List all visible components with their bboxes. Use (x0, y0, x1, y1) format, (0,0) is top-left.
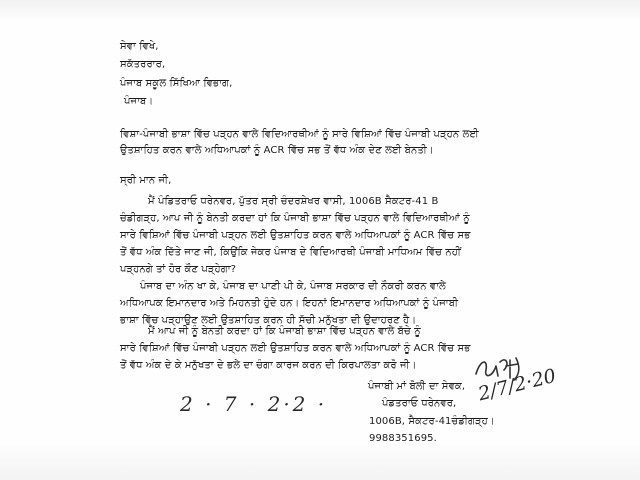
subject-line-1: ਵਿਸ਼ਾ-ਪੰਜਾਬੀ ਭਾਸ਼ਾ ਵਿੱਚ ਪੜ੍ਹਨ ਵਾਲੇ ਵਿਦਿਆਰਥੀਆਂ ਨੂੰ ਸਾਰੇ ਵਿਸ਼ਿਆਂ ਵਿੱਚ ਪੰਜਾਬੀ ਪੜ੍ਹਨ ਲਈ (120, 129, 479, 140)
paragraph3-line: ਤੋਂ ਵੱਧ ਅੰਕ ਦੇ ਕੇ ਮਨੁੱਖਤਾ ਦੇ ਭਲੇ ਦਾ ਚੰਗਾ ਕਾਰਜ ਕਰਨ ਦੀ ਕਿਰਪਾਲਤਾ ਕਰੋ ਜੀ। (120, 360, 417, 371)
sender-line-1: ਪੰਜਾਬੀ ਮਾਂ ਬੋਲੀ ਦਾ ਸੇਵਕ, (368, 381, 466, 392)
greeting: ਸ੍ਰੀ ਮਾਨ ਜੀ, (120, 175, 172, 186)
handwritten-date: 2 · 7 · 2·2 · (180, 392, 328, 416)
address-salutation: ਸੇਵਾ ਵਿਖੇ, (120, 41, 159, 52)
paragraph1-line: ਪੜ੍ਹਨਗੇ ਤਾਂ ਹੋਰ ਕੌਣ ਪੜ੍ਹੇਗਾ? (120, 264, 237, 275)
paragraph1-line: ਚੰਡੀਗੜ੍ਹ, ਆਪ ਜੀ ਨੂੰ ਬੇਨਤੀ ਕਰਦਾ ਹਾਂ ਕਿ ਪੰਜਾਬੀ ਭਾਸ਼ਾ ਵਿੱਚ ਪੜ੍ਹਨ ਵਾਲੇ ਵਿਦਿਆਰਥੀਆਂ ਨੂੰ (120, 213, 470, 224)
sender-name: ਪੰਡਤਰਾਓ ਧਰੇਨਵਰ, (382, 398, 457, 409)
paragraph2-line: ਅਧਿਆਪਕ ਇਮਾਨਦਾਰ ਅਤੇ ਮਿਹਨਤੀ ਹੁੰਦੇ ਹਨ। ਇਹਨਾਂ ਇਮਾਨਦਾਰ ਅਧਿਆਪਕਾਂ ਨੂੰ ਪੰਜਾਬੀ (120, 298, 459, 309)
address-to-title: ਸਕੱਤਰਰਾਰ, (120, 59, 166, 70)
paragraph1-line: ਤੋਂ ਵੱਧ ਅੰਕ ਦਿੱਤੇ ਜਾਣ ਜੀ, ਕਿਉਂਕਿ ਜੇਕਰ ਪੰਜਾਬ ਦੇ ਵਿਦਿਆਰਥੀ ਪੰਜਾਬੀ ਮਾਧਿਅਮ ਵਿੱਚ ਨਹੀਂ (120, 247, 461, 258)
sender-address: 1006B, ਸੈਕਟਰ-41ਚੰਡੀਗੜ੍ਹ। (369, 416, 495, 427)
paragraph1-line: ਮੈਂ ਪੰਡਿਤਰਾਓ ਧਰੇਨਵਰ, ਪੁੱਤਰ ਸ੍ਰੀ ਚੰਦਰਸ਼ੇਖਰ ਵਾਸੀ, 1006B ਸੈਕਟਰ-41 B (148, 196, 439, 207)
paragraph3-line: ਸਾਰੇ ਵਿਸ਼ਿਆਂ ਵਿੱਚ ਪੰਜਾਬੀ ਪੜ੍ਹਨ ਲਈ ਉਤਸ਼ਾਹਿਤ ਕਰਨ ਵਾਲੇ ਅਧਿਆਪਕਾਂ ਨੂੰ ACR ਵਿੱਚ ਸਭ (120, 343, 471, 354)
address-place: ਪੰਜਾਬ। (124, 96, 154, 107)
subject-line-2: ਉਤਸ਼ਾਹਿਤ ਕਰਨ ਵਾਲੇ ਅਧਿਆਪਕਾਂ ਨੂੰ ACR ਵਿੱਚ ਸਭ ਤੋਂ ਵੱਧ ਅੰਕ ਦੇਣ ਲਈ ਬੇਨਤੀ। (120, 145, 434, 156)
address-department: ਪੰਜਾਬ ਸਕੂਲ ਸਿੱਖਿਆ ਵਿਭਾਗ, (120, 78, 233, 89)
sender-phone: 9988351695. (369, 433, 437, 444)
paragraph3-line: ਮੈਂ ਆਪ ਜੀ ਨੂੰ ਬੇਨਤੀ ਕਰਦਾ ਹਾਂ ਕਿ ਪੰਜਾਬੀ ਭਾਸ਼ਾ ਵਿੱਚ ਪੜ੍ਹਨ ਵਾਲੇ ਬੱਚੇ ਨੂੰ (148, 326, 421, 337)
paragraph2-line: ਭਾਸ਼ਾ ਵਿੱਚ ਪੜ੍ਹਾਉਣ ਲਈ ਉਤਸ਼ਾਹਿਤ ਕਰਨ ਹੀ ਸੱਚੀ ਮਨੁੱਖਤਾ ਦੀ ਉਦਾਹਰਣ ਹੈ। (120, 315, 417, 326)
paragraph1-line: ਸਾਰੇ ਵਿਸ਼ਿਆਂ ਵਿੱਚ ਪੰਜਾਬੀ ਪੜ੍ਹਨ ਲਈ ਉਤਸ਼ਾਹਿਤ ਕਰਨ ਵਾਲੇ ਅਧਿਆਪਕਾਂ ਨੂੰ ACR ਵਿੱਚ ਸਭ (120, 230, 471, 241)
signature-date: 2/7/2·20 (476, 364, 559, 406)
paragraph2-line: ਪੰਜਾਬ ਦਾ ਅੰਨ ਖਾ ਕੇ, ਪੰਜਾਬ ਦਾ ਪਾਣੀ ਪੀ ਕੇ, ਪੰਜਾਬ ਸਰਕਾਰ ਦੀ ਨੌਕਰੀ ਕਰਨ ਵਾਲੇ (140, 281, 446, 292)
scan-shadow-bottom (0, 442, 640, 480)
scan-shadow-top (0, 0, 640, 22)
